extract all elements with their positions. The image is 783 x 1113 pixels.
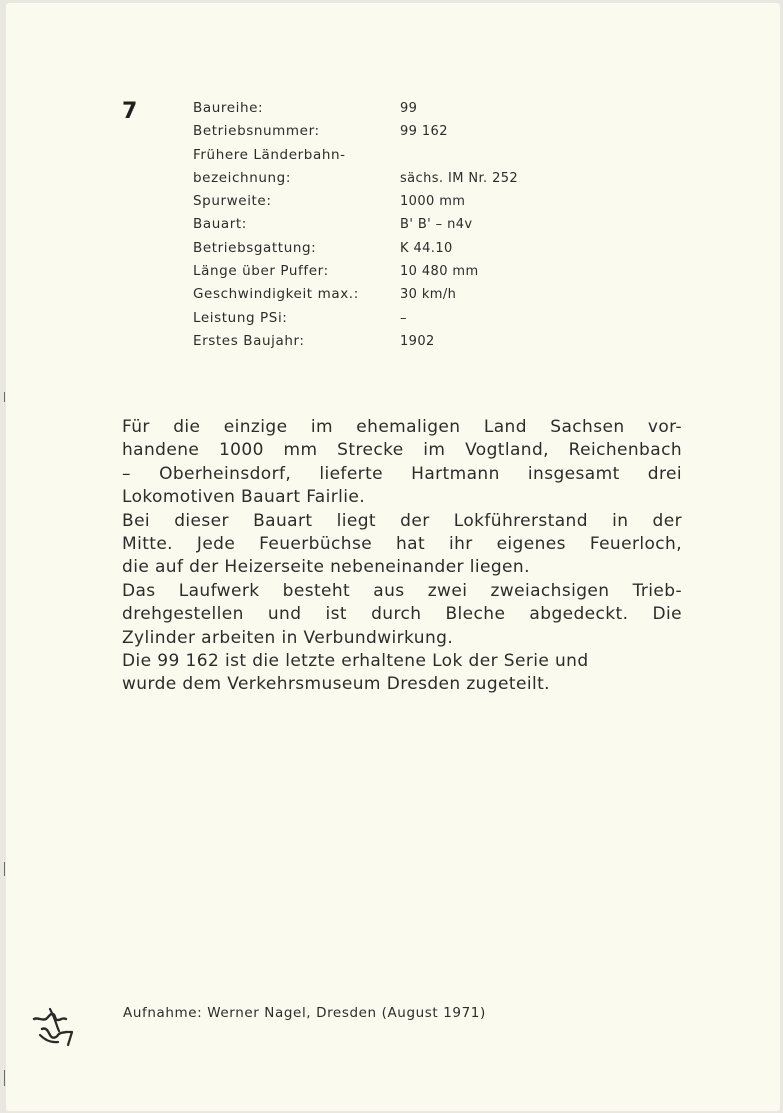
spec-row xyxy=(193,307,518,330)
spec-value: B' B' – n4v xyxy=(400,217,473,233)
spec-value: 30 km/h xyxy=(400,287,457,303)
description-text xyxy=(122,416,682,697)
spec-label: Länge über Puffer: xyxy=(193,263,329,280)
description-line: Lokomotiven Bauart Fairlie. xyxy=(122,487,366,508)
spec-label: Betriebsgattung: xyxy=(193,239,317,256)
spec-row xyxy=(193,97,518,120)
description-line: die auf der Heizerseite nebeneinander liegen. xyxy=(122,557,530,578)
spec-label: Spurweite: xyxy=(193,193,272,210)
postcard-back xyxy=(6,3,780,1111)
spec-row xyxy=(193,330,518,353)
description-line: Die 99 162 ist die letzte erhaltene Lok der Serie und xyxy=(122,651,589,672)
spec-label: Geschwindigkeit max.: xyxy=(193,286,359,303)
publisher-logo-icon xyxy=(28,1005,84,1055)
edge-mark xyxy=(4,392,5,402)
spec-value: 99 xyxy=(400,101,418,116)
description-line: Das Laufwerk besteht aus zwei zweiachsigen Trieb- xyxy=(122,580,682,601)
spec-value: 1902 xyxy=(400,333,435,349)
description-line: drehgestellen und ist durch Bleche abgedeckt. Die xyxy=(122,604,682,625)
description-line: handene 1000 mm Strecke im Vogtland, Reichenbach xyxy=(122,440,682,461)
spec-row xyxy=(193,120,518,143)
spec-row xyxy=(193,190,518,213)
spec-label: Betriebsnummer: xyxy=(193,123,320,140)
spec-value: K 44.10 xyxy=(400,240,453,256)
description-line: – Oberheinsdorf, lieferte Hartmann insgesamt drei xyxy=(122,463,682,484)
spec-value: sächs. IM Nr. 252 xyxy=(400,170,519,186)
spec-table xyxy=(193,97,518,353)
description-line: Für die einzige im ehemaligen Land Sachsen vor- xyxy=(122,417,682,437)
spec-row xyxy=(193,260,518,283)
description-line: Mitte. Jede Feuerbüchse hat ihr eigenes Feuerloch, xyxy=(122,534,682,555)
spec-label: Baureihe: xyxy=(193,100,264,116)
spec-value: 99 162 xyxy=(400,124,448,140)
description-line: wurde dem Verkehrsmuseum Dresden zugeteilt. xyxy=(122,674,550,695)
spec-row xyxy=(193,283,518,306)
photo-credit: Aufnahme: Werner Nagel, Dresden (August 1971) xyxy=(123,1005,486,1021)
spec-label: Leistung PSi: xyxy=(193,309,288,326)
spec-row xyxy=(193,167,518,190)
spec-value: – xyxy=(400,310,407,326)
spec-label: Frühere Länderbahn- xyxy=(193,146,346,163)
edge-mark xyxy=(4,1070,5,1086)
edge-mark xyxy=(4,862,5,876)
card-number: 7 xyxy=(122,99,138,124)
spec-label: bezeichnung: xyxy=(193,169,291,186)
spec-value: 1000 mm xyxy=(400,194,466,210)
spec-row xyxy=(193,213,518,236)
description-line: Zylinder arbeiten in Verbundwirkung. xyxy=(122,627,454,648)
description-line: Bei dieser Bauart liegt der Lokführerstand in der xyxy=(122,510,682,531)
spec-row xyxy=(193,144,518,167)
spec-row xyxy=(193,237,518,260)
spec-label: Bauart: xyxy=(193,216,247,233)
spec-label: Erstes Baujahr: xyxy=(193,332,305,349)
spec-value: 10 480 mm xyxy=(400,264,479,280)
